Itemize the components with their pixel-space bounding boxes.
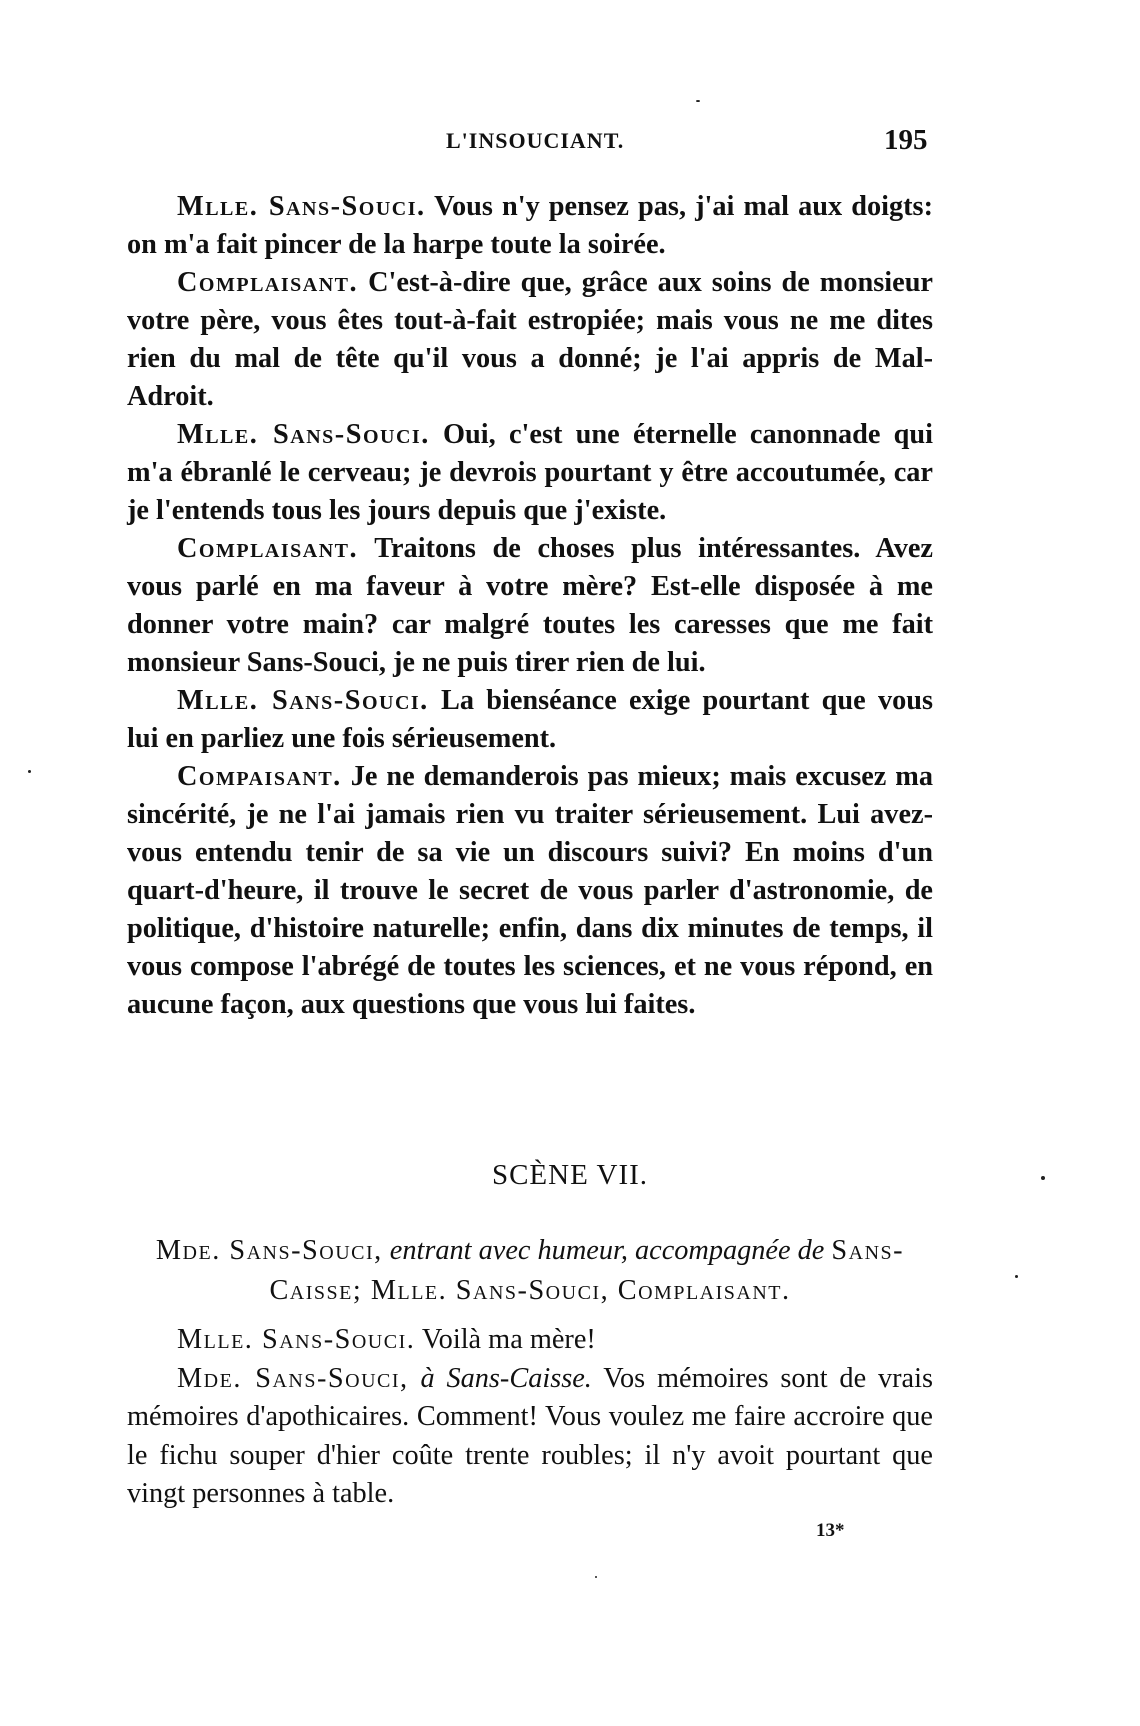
speaker-name: Complaisant.: [177, 533, 359, 564]
dialogue-block-top: [127, 188, 933, 1024]
stage-character: Mde. Sans-Souci,: [155, 1235, 383, 1266]
stage-characters-list: Sans-Caisse; Mlle. Sans-Souci, Complaisant.: [269, 1235, 905, 1306]
speech-text: Vos mémoires sont de vrais mémoires d'apothicaires. Comment! Vous voulez me faire accroire que le fichu souper d'hier coûte trente roubles; il n'y avoit pourtant que vingt personnes à table.: [127, 1362, 933, 1509]
speech-aside: à Sans-Caisse.: [408, 1362, 592, 1394]
printer-signature: 13*: [816, 1520, 845, 1541]
speech-text: Voilà ma mère!: [415, 1324, 596, 1355]
speaker-name: Complaisant.: [177, 267, 359, 298]
speech-text: Je ne demanderois pas mieux; mais excusez ma sincérité, je ne l'ai jamais rien vu traiter sérieusement. Lui avez-vous entendu tenir de sa vie un discours suivi? En moins d'un quart-d'heure, il trouve le secret de vous parler d'astronomie, de politique, d'histoire naturelle; enfin, dans dix minutes de temps, il vous compose l'abrégé de toutes les sciences, et ne vous répond, en aucune façon, aux questions que vous lui faites.: [127, 761, 933, 1020]
scan-speck: [28, 770, 31, 773]
dialogue-paragraph: [127, 682, 933, 758]
scan-speck: [1015, 1275, 1018, 1278]
scan-speck: [1041, 1176, 1045, 1180]
dialogue-paragraph: [127, 264, 933, 416]
stage-direction: [127, 1231, 933, 1311]
running-title: L'INSOUCIANT.: [446, 128, 625, 153]
page-number: 195: [884, 124, 928, 156]
speech-text: Vous n'y pensez pas, j'ai mal aux doigts: on m'a fait pincer de la harpe toute la soirée.: [127, 191, 933, 260]
speech-text: Oui, c'est une éternelle canonnade qui m'a ébranlé le cerveau; je devrois pourtant y être accoutumée, car je l'entends tous les jours depuis que j'existe.: [127, 419, 933, 526]
dialogue-block-bottom: [127, 1321, 933, 1514]
scene-title: SCÈNE VII.: [491, 1159, 649, 1191]
speaker-name: Mlle. Sans-Souci.: [177, 419, 430, 450]
dialogue-paragraph: [127, 1360, 933, 1514]
scan-speck: [595, 1576, 597, 1578]
dialogue-paragraph: [127, 416, 933, 530]
dialogue-paragraph: [127, 758, 933, 1024]
speaker-name: Mlle. Sans-Souci.: [177, 685, 429, 716]
speaker-name: Mlle. Sans-Souci.: [177, 191, 426, 222]
dialogue-paragraph: [127, 188, 933, 264]
speech-text: C'est-à-dire que, grâce aux soins de monsieur votre père, vous êtes tout-à-fait estropiée; mais vous ne me dites rien du mal de tête qu'il vous a donné; je l'ai appris de Mal-Adroit.: [127, 267, 933, 412]
speaker-name: Compaisant.: [177, 761, 342, 792]
speech-text: Traitons de choses plus intéressantes. Avez vous parlé en ma faveur à votre mère? Est-elle disposée à me donner votre main? car malgré toutes les caresses que me fait monsieur Sans-Souci, je ne puis tirer rien de lui.: [127, 533, 933, 678]
dialogue-paragraph: [127, 1321, 933, 1360]
dialogue-paragraph: [127, 530, 933, 682]
stage-action: entrant avec humeur, accompagnée de: [382, 1235, 832, 1266]
speaker-name: Mlle. Sans-Souci.: [177, 1324, 416, 1355]
scan-speck: [696, 100, 700, 102]
speaker-name: Mde. Sans-Souci,: [177, 1362, 409, 1394]
speech-text: La bienséance exige pourtant que vous lui en parliez une fois sérieusement.: [127, 685, 933, 754]
